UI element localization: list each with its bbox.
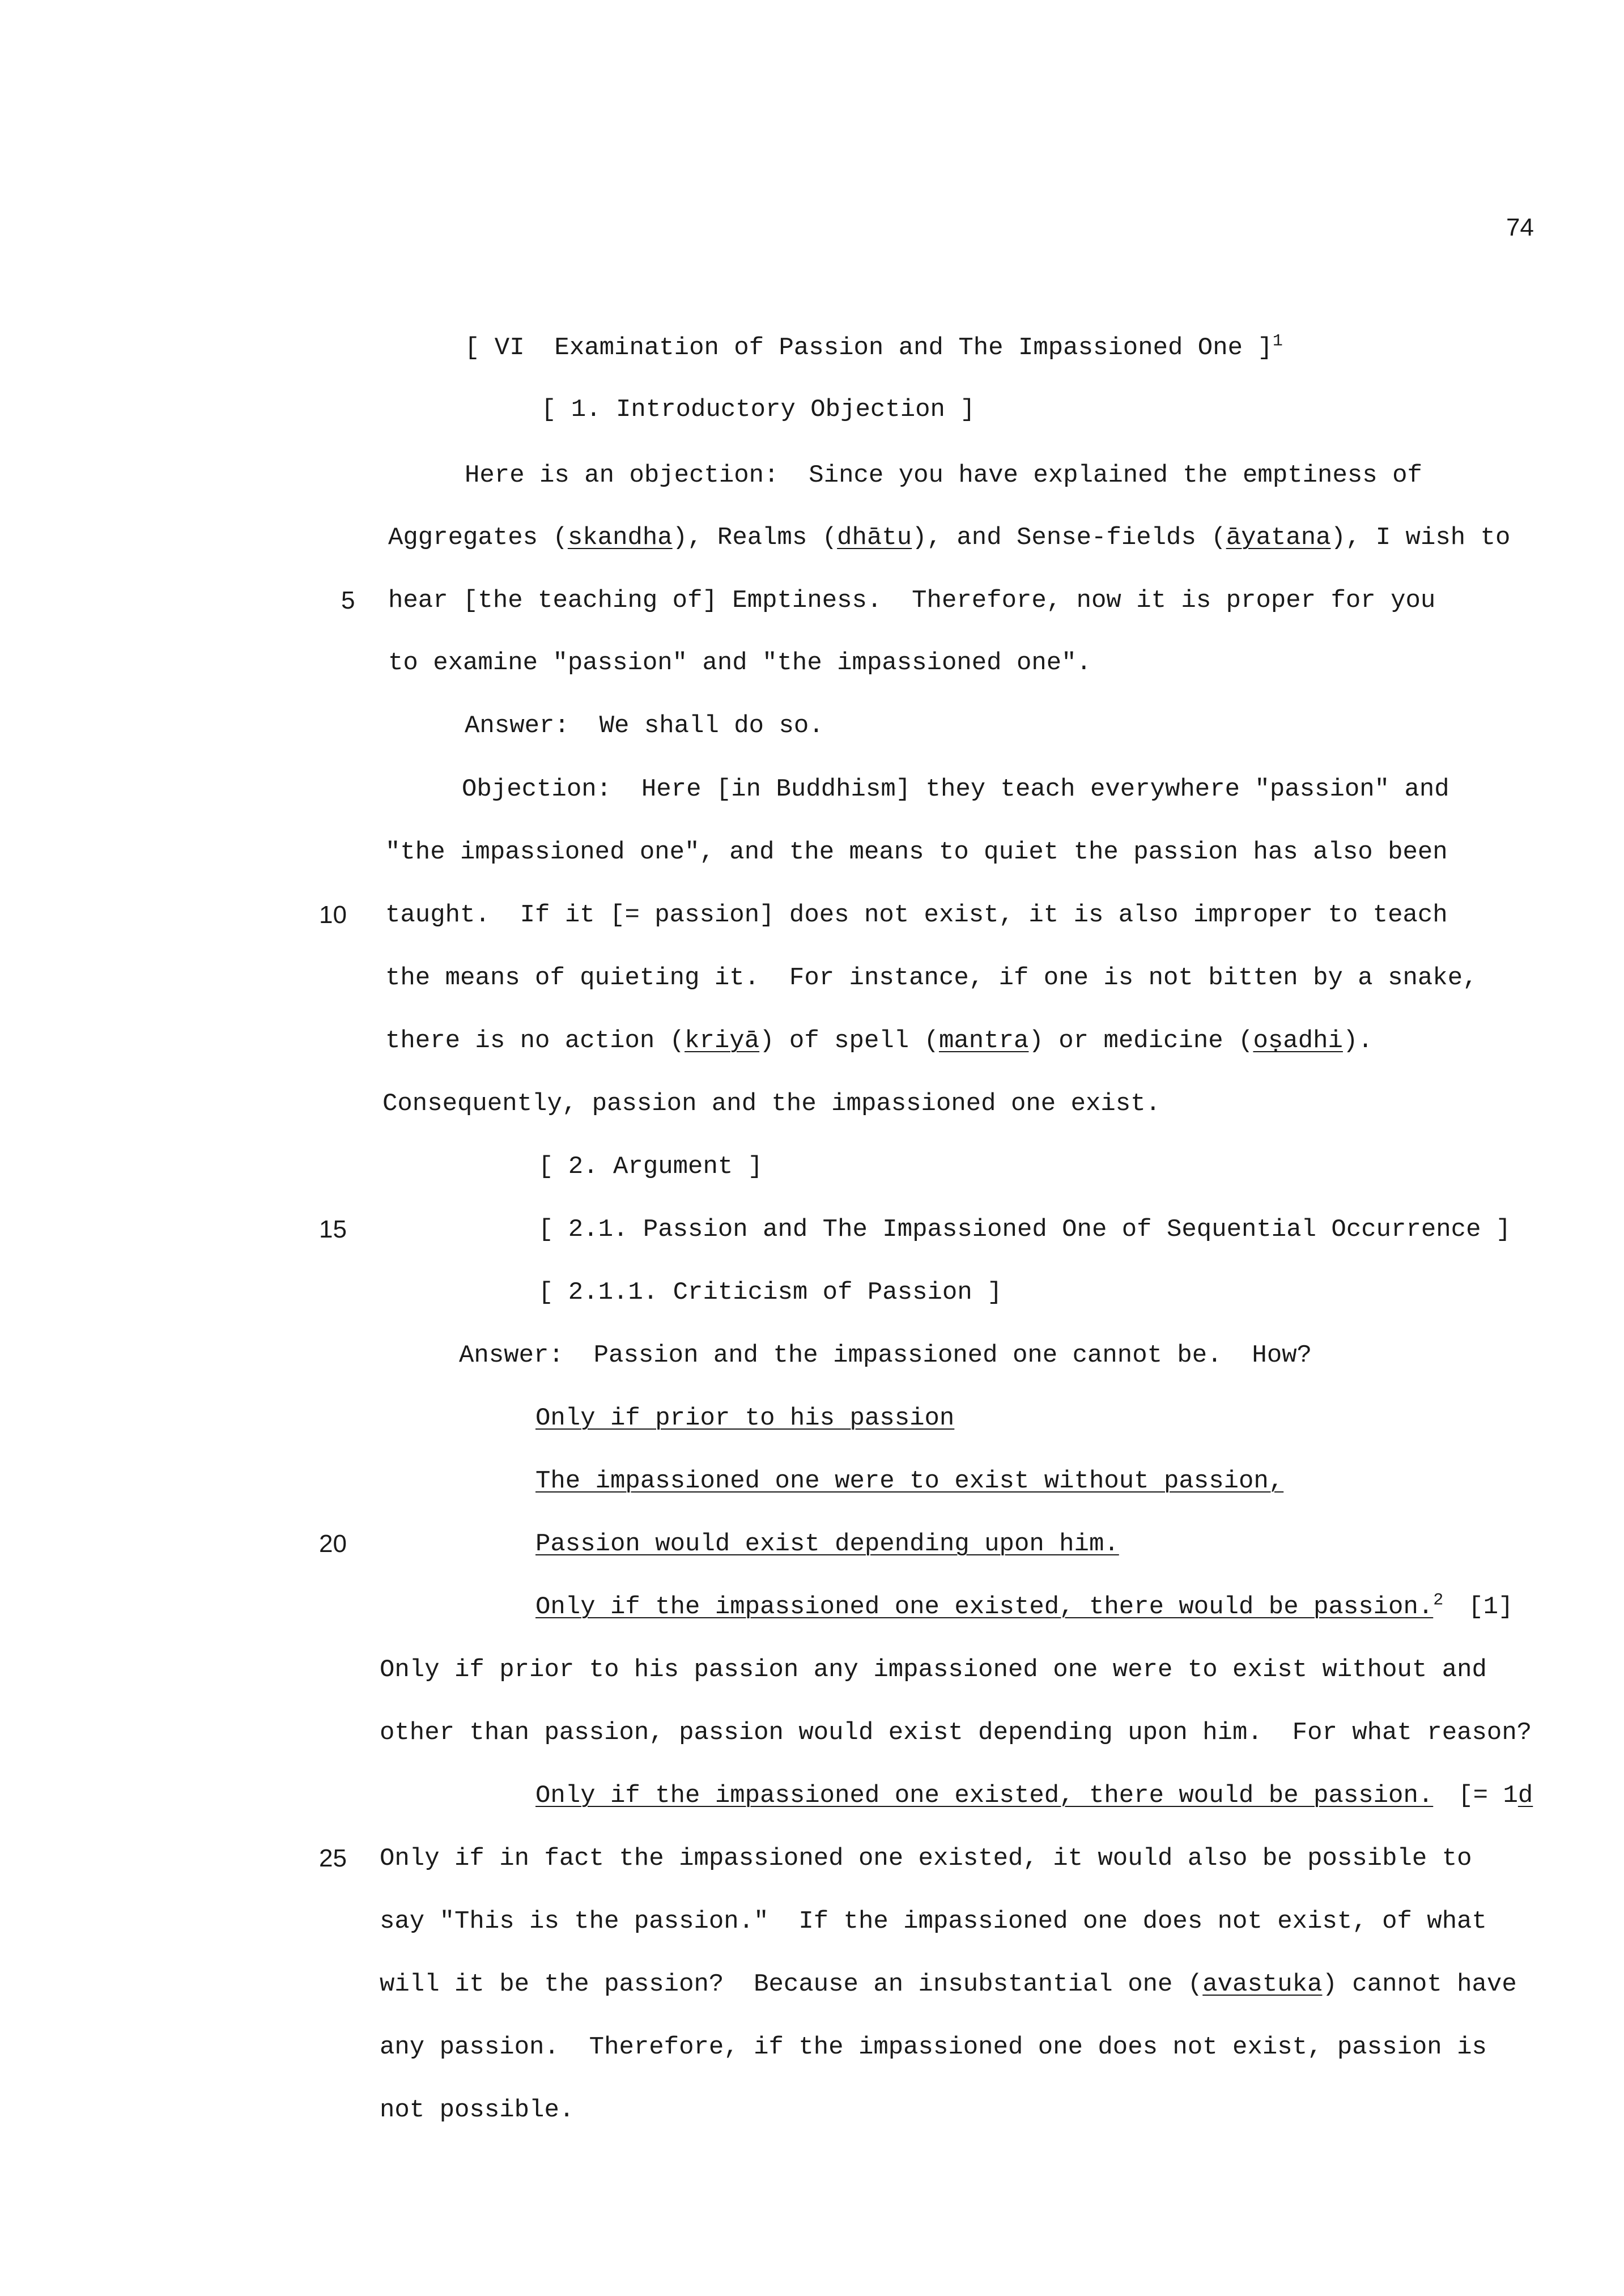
paragraph-line: taught. If it [= passion] does not exist, it is also improper to teach (385, 901, 1448, 929)
paragraph-line: Only if in fact the impassioned one existed, it would also be possible to (380, 1844, 1472, 1873)
term-avastuka: avastuka (1202, 1970, 1323, 1999)
paragraph-line: Objection: Here [in Buddhism] they teach everywhere "passion" and (462, 775, 1449, 803)
verse-line: Passion would exist depending upon him. (535, 1530, 1119, 1558)
paragraph-line: "the impassioned one", and the means to quiet the passion has also been (385, 838, 1448, 866)
chapter-heading (465, 332, 1283, 364)
paragraph-line (380, 1968, 1517, 2000)
line-number-10: 10 (319, 901, 347, 929)
verse-line: The impassioned one were to exist without passion, (535, 1467, 1284, 1495)
verse-line-text: Only if the impassioned one existed, there would be passion. (535, 1593, 1434, 1621)
text-segment: ), I wish to (1330, 524, 1511, 552)
term-skandha: skandha (567, 524, 673, 552)
page-number: 74 (1506, 214, 1534, 241)
text-segment: ). (1342, 1027, 1373, 1055)
verse-line: Only if prior to his passion (535, 1404, 955, 1432)
line-number-25: 25 (319, 1844, 347, 1872)
term-mantra: mantra (938, 1027, 1029, 1055)
verse-reference: [1] (1468, 1593, 1514, 1621)
section-heading-argument: [ 2. Argument ] (538, 1153, 763, 1181)
text-segment: there is no action ( (385, 1027, 685, 1055)
answer-intro: Answer: Passion and the impassioned one cannot be. How? (459, 1341, 1312, 1370)
text-segment: ) cannot have (1322, 1970, 1517, 1999)
paragraph-line: other than passion, passion would exist depending upon him. For what reason? (380, 1719, 1532, 1747)
text-segment: ) or medicine ( (1028, 1027, 1253, 1055)
text-segment: will it be the passion? Because an insubstantial one ( (380, 1970, 1203, 1999)
text-segment: ) of spell ( (759, 1027, 939, 1055)
section-heading-criticism-of-passion: [ 2.1.1. Criticism of Passion ] (538, 1278, 1002, 1307)
text-segment: ), and Sense-fields ( (912, 524, 1226, 552)
text-segment: ), Realms ( (672, 524, 837, 552)
paragraph-line (385, 1025, 1373, 1057)
section-heading-introductory-objection: [ 1. Introductory Objection ] (541, 396, 975, 424)
paragraph-line (388, 522, 1510, 554)
term-kriya: kriyā (685, 1027, 760, 1055)
text-segment: Aggregates ( (388, 524, 568, 552)
line-number-20: 20 (319, 1530, 347, 1558)
paragraph-line: Consequently, passion and the impassioned one exist. (382, 1090, 1161, 1118)
paragraph-line: Only if prior to his passion any impassioned one were to exist without and (380, 1656, 1487, 1684)
paragraph-line: to examine "passion" and "the impassioned one". (388, 649, 1092, 677)
paragraph-line: Answer: We shall do so. (465, 712, 824, 740)
section-heading-sequential-occurrence: [ 2.1. Passion and The Impassioned One of Sequential Occurrence ] (538, 1215, 1511, 1244)
quoted-verse-reference (1458, 1781, 1533, 1810)
paragraph-line: not possible. (380, 2096, 575, 2124)
reference-text: [= 1 (1458, 1781, 1518, 1810)
term-ayatana: āyatana (1226, 524, 1331, 552)
paragraph-line: any passion. Therefore, if the impassioned one does not exist, passion is (380, 2033, 1487, 2061)
verse-line (535, 1591, 1514, 1623)
reference-letter: d (1517, 1781, 1533, 1810)
quoted-verse-line (535, 1780, 1533, 1812)
paragraph-line: Here is an objection: Since you have explained the emptiness of (465, 461, 1422, 490)
quoted-verse-text: Only if the impassioned one existed, there would be passion. (535, 1781, 1434, 1810)
term-osadhi: oṣadhi (1253, 1027, 1343, 1055)
line-number-5: 5 (341, 586, 355, 614)
verse-footnote-marker: 2 (1433, 1591, 1444, 1610)
paragraph-line: hear [the teaching of] Emptiness. Therefore, now it is proper for you (388, 586, 1436, 615)
term-dhatu: dhātu (837, 524, 912, 552)
paragraph-line: say "This is the passion." If the impassioned one does not exist, of what (380, 1907, 1487, 1936)
chapter-heading-text: [ VI Examination of Passion and The Impassioned One ] (465, 334, 1273, 362)
paragraph-line: the means of quieting it. For instance, if one is not bitten by a snake, (385, 964, 1478, 992)
chapter-footnote-marker: 1 (1272, 331, 1283, 351)
line-number-15: 15 (319, 1215, 347, 1243)
